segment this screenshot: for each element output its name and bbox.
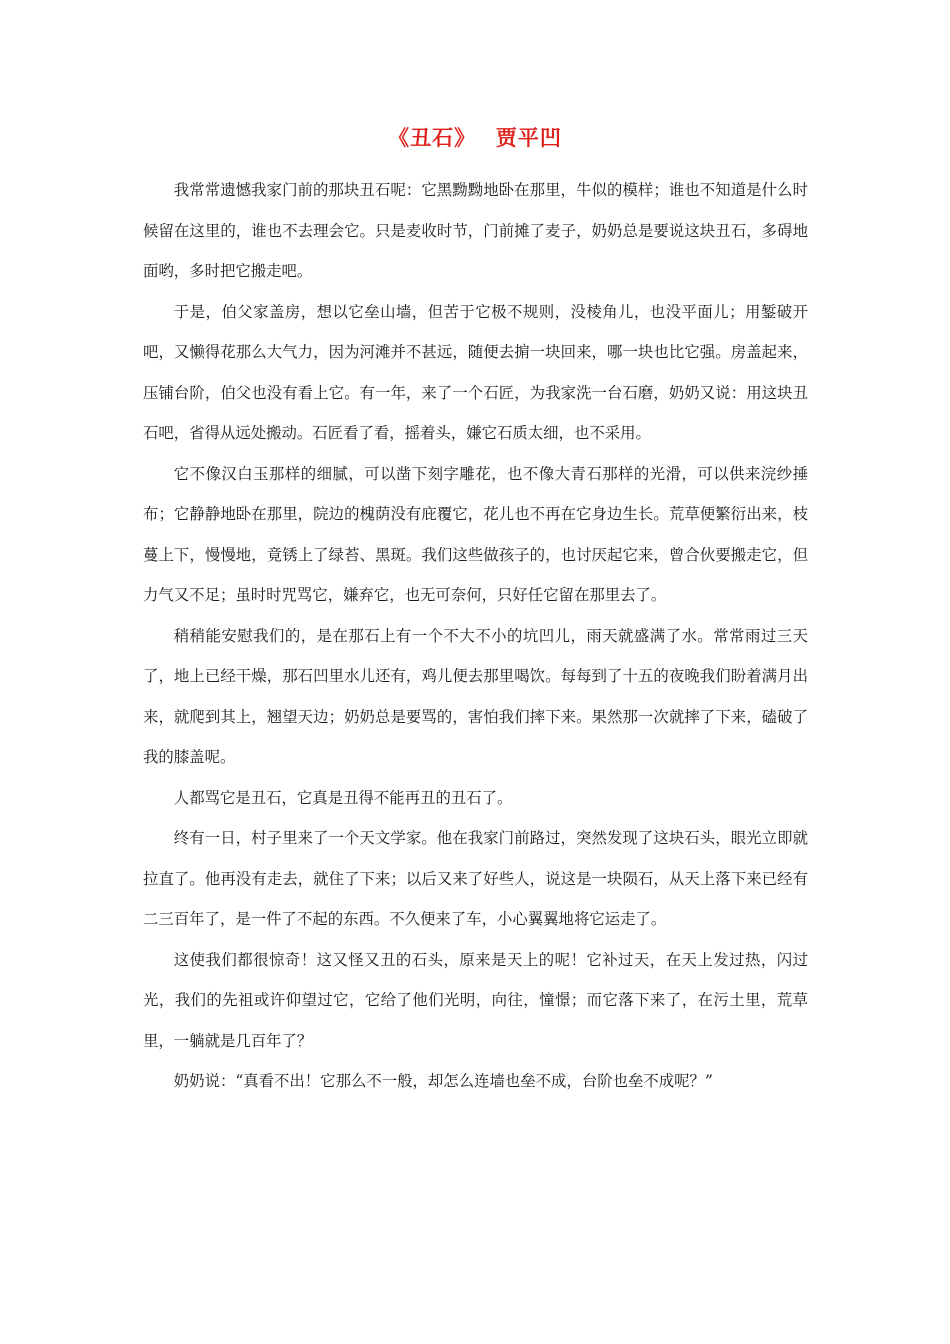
paragraph-1: 我常常遗憾我家门前的那块丑石呢：它黑黝黝地卧在那里，牛似的模样；谁也不知道是什么时候留在这里的，谁也不去理会它。只是麦收时节，门前摊了麦子，奶奶总是要说这块丑石，多碍地面哟，多时把它搬走吧。 (143, 181, 808, 280)
paragraph-4: 稍稍能安慰我们的，是在那石上有一个不大不小的坑凹儿，雨天就盛满了水。常常雨过三天了，地上已经干燥，那石凹里水儿还有，鸡儿便去那里喝饮。每每到了十五的夜晚我们盼着满月出来，就爬到其上，翘望天边；奶奶总是要骂的，害怕我们摔下来。果然那一次就摔了下来，磕破了我的膝盖呢。 (143, 626, 808, 766)
paragraph-6: 终有一日，村子里来了一个天文学家。他在我家门前路过，突然发现了这块石头，眼光立即就拉直了。他再没有走去，就住了下来；以后又来了好些人，说这是一块陨石，从天上落下来已经有二三百年了，是一件了不起的东西。不久便来了车，小心翼翼地将它运走了。 (143, 829, 808, 928)
paragraph-7: 这使我们都很惊奇！这又怪又丑的石头，原来是天上的呢！它补过天，在天上发过热，闪过光，我们的先祖或许仰望过它，它给了他们光明，向往，憧憬；而它落下来了，在污土里，荒草里，一躺就是几百年了？ (143, 950, 808, 1050)
paragraph-5: 人都骂它是丑石，它真是丑得不能再丑的丑石了。 (173, 788, 513, 807)
paragraph-8: 奶奶说：“真看不出！它那么不一般，却怎么连墙也垒不成，台阶也垒不成呢？” (173, 1072, 713, 1090)
document-body (143, 170, 808, 1102)
paragraph-3: 它不像汉白玉那样的细腻，可以凿下刻字雕花，也不像大青石那样的光滑，可以供来浣纱捶布；它静静地卧在那里，院边的槐荫没有庇覆它，花儿也不再在它身边生长。荒草便繁衍出来，枝蔓上下，慢慢地，竟锈上了绿苔、黑斑。我们这些做孩子的，也讨厌起它来，曾合伙要搬走它，但力气又不足；虽时时咒骂它，嫌弃它，也无可奈何，只好任它留在那里去了。 (143, 464, 808, 604)
paragraph-2: 于是，伯父家盖房，想以它垒山墙，但苦于它极不规则，没棱角儿，也没平面儿；用錾破开吧，又懒得花那么大气力，因为河滩并不甚远，随便去掮一块回来，哪一块也比它强。房盖起来，压铺台阶，伯父也没有看上它。有一年，来了一个石匠，为我家洗一台石磨，奶奶又说：用这块丑石吧，省得从远处搬动。石匠看了看，摇着头，嫌它石质太细，也不采用。 (143, 302, 808, 442)
document-title: 《丑石》 贾平凹 (388, 125, 562, 150)
